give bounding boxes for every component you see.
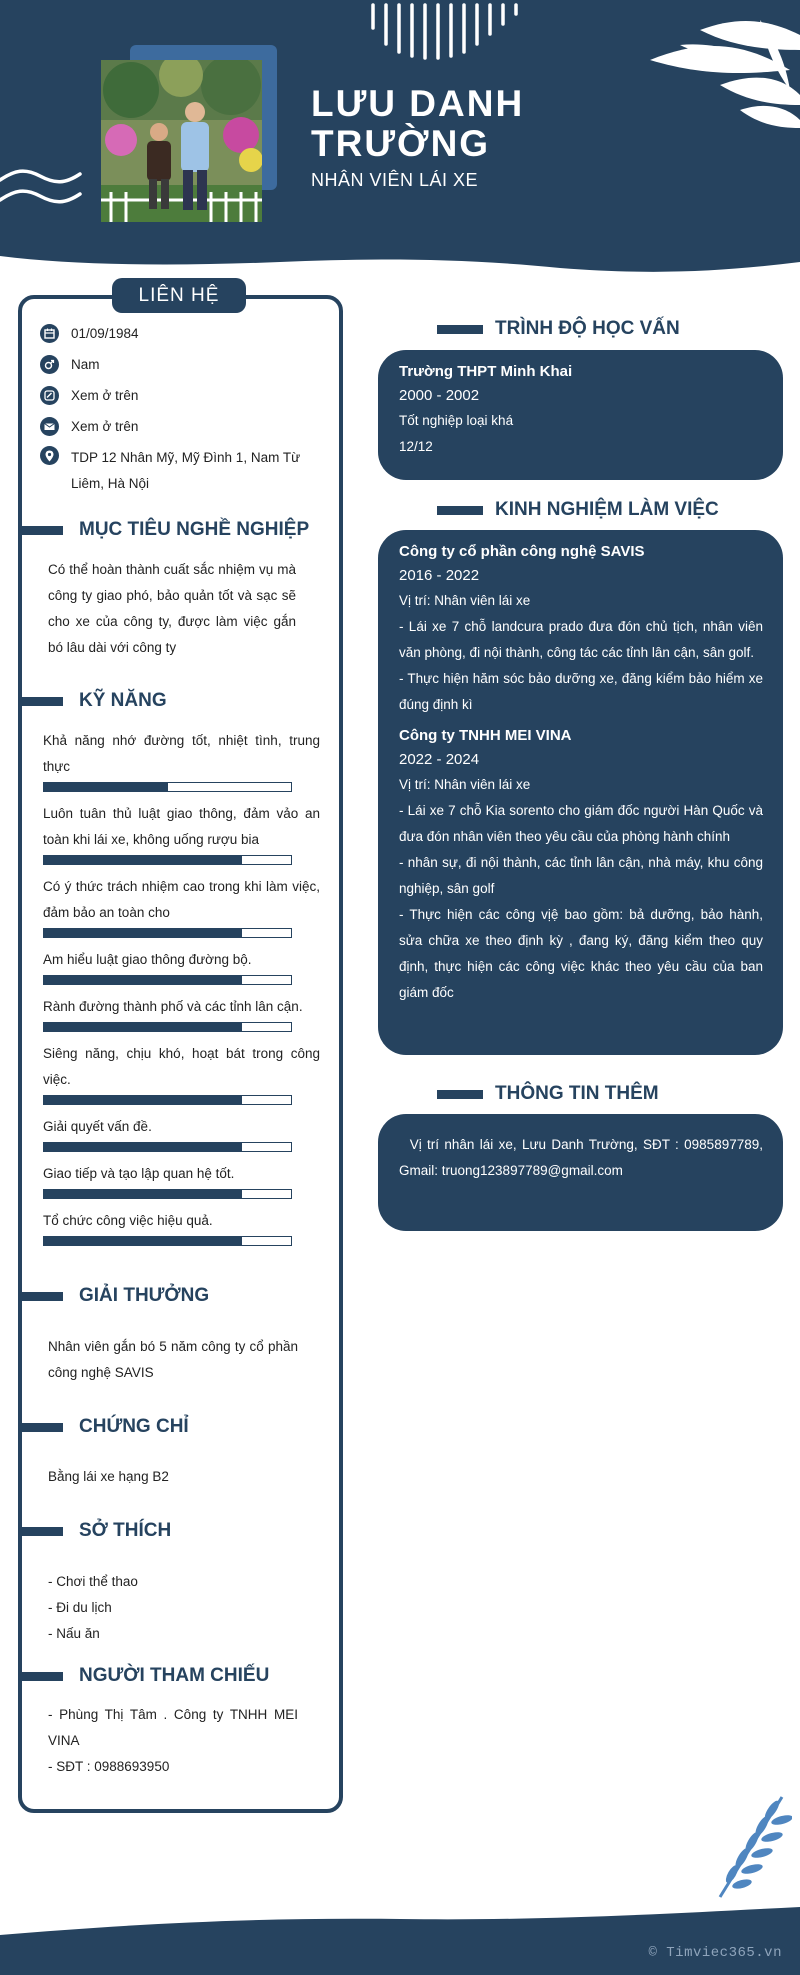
job-line: - Lái xe 7 chỗ Kia sorento cho giám đốc người Hàn Quốc và đưa đón nhân viên theo yêu cầu của phòng hành chính xyxy=(399,803,763,844)
experience-card xyxy=(378,530,783,1055)
section-bar xyxy=(437,325,483,334)
skill-bar xyxy=(43,1142,292,1152)
email-icon xyxy=(40,417,59,436)
job-line: - Thực hiện các công vịệ bao gồm: bả dưỡng, bảo hành, sửa chữa xe theo định kỳ , đang ký, đăng kiểm theo quy định, thực hiện các công việc khác theo yêu cầu của ban giám đốc xyxy=(399,907,763,1000)
education-period: 2000 - 2002 xyxy=(399,387,480,404)
skill-bar xyxy=(43,1022,292,1032)
additional-card xyxy=(378,1114,783,1231)
location-icon xyxy=(40,446,59,465)
skill-label: Am hiểu luật giao thông đường bộ. xyxy=(43,952,252,967)
certificates-heading xyxy=(18,1416,189,1438)
skill-bar-fill xyxy=(44,783,168,791)
section-bar xyxy=(18,1672,63,1681)
job-line: - Thực hiện hăm sóc bảo dưỡng xe, đăng kiểm bảo hiểm xe đúng định kì xyxy=(399,671,763,712)
additional-title: THÔNG TIN THÊM xyxy=(495,1083,659,1104)
additional-text: Vị trí nhân lái xe, Lưu Danh Trường, SĐT : 0985897789, Gmail: truong123897789@gmail.com xyxy=(399,1137,767,1178)
skill-bar-fill xyxy=(44,929,242,937)
skill-bar-fill xyxy=(44,1237,242,1245)
experience-heading xyxy=(437,499,719,521)
contact-gender-text: Nam xyxy=(71,357,100,372)
job-period: 2016 - 2022 xyxy=(399,567,480,584)
education-school: Trường THPT Minh Khai xyxy=(399,363,573,380)
skill-item xyxy=(43,947,320,985)
branch-decoration xyxy=(712,1792,792,1902)
skill-bar xyxy=(43,928,292,938)
skill-bar xyxy=(43,1236,292,1246)
gender-icon xyxy=(40,355,59,374)
contact-phone-text[interactable]: Xem ở trên xyxy=(71,388,139,403)
awards-heading xyxy=(18,1285,209,1307)
contact-address-text: TDP 12 Nhân Mỹ, Mỹ Đình 1, Nam Từ Liêm, Hà Nội xyxy=(71,450,301,491)
phone-icon xyxy=(40,386,59,405)
hobby-item: - Chơi thể thao xyxy=(48,1574,138,1589)
section-bar xyxy=(18,526,63,535)
hobbies-heading xyxy=(18,1520,171,1542)
skill-bar xyxy=(43,782,292,792)
contact-address xyxy=(40,445,321,497)
skill-bar-fill xyxy=(44,976,242,984)
skill-bar xyxy=(43,1095,292,1105)
skill-bar-fill xyxy=(44,1096,242,1104)
contact-phone xyxy=(40,385,321,407)
profile-photo xyxy=(101,60,262,222)
skill-bar xyxy=(43,975,292,985)
awards-title: GIẢI THƯỞNG xyxy=(79,1285,210,1306)
skill-label: Tổ chức công việc hiệu quả. xyxy=(43,1213,213,1228)
contact-birthday xyxy=(40,323,321,345)
section-bar xyxy=(18,1527,63,1536)
skill-bar-fill xyxy=(44,1190,242,1198)
hobby-item: - Đi du lịch xyxy=(48,1600,112,1615)
objective-heading xyxy=(18,519,309,541)
skills-heading xyxy=(18,690,167,712)
reference-line: - Phùng Thị Tâm . Công ty TNHH MEI VINA xyxy=(48,1707,298,1748)
job-company: Công ty cổ phần công nghệ SAVIS xyxy=(399,543,645,560)
section-bar xyxy=(18,1292,63,1301)
certificates-title: CHỨNG CHỈ xyxy=(79,1416,189,1437)
section-bar xyxy=(437,506,483,515)
hobby-item: - Nấu ăn xyxy=(48,1626,100,1641)
section-bar xyxy=(18,1423,63,1432)
skill-item xyxy=(43,1161,320,1199)
job-line: - nhân sự, đi nội thành, các tỉnh lân cận, nhà máy, khu công nghiệp, sân golf xyxy=(399,855,763,896)
skill-bar xyxy=(43,1189,292,1199)
skill-label: Có ý thức trách nhiệm cao trong khi làm việc, đảm bảo an toàn cho xyxy=(43,879,320,920)
skills-title: KỸ NĂNG xyxy=(79,690,167,711)
awards-text: Nhân viên gắn bó 5 năm công ty cổ phần công nghệ SAVIS xyxy=(48,1339,298,1380)
skill-item xyxy=(43,1114,320,1152)
section-bar xyxy=(437,1090,483,1099)
skill-item xyxy=(43,801,320,865)
job-line: Vị trí: Nhân viên lái xe xyxy=(399,593,531,608)
hobbies-title: SỞ THÍCH xyxy=(79,1520,172,1541)
footer-watermark[interactable]: © Timviec365.vn xyxy=(648,1945,782,1961)
education-card xyxy=(378,350,783,480)
header-banner xyxy=(0,0,800,285)
section-bar xyxy=(18,697,63,706)
skill-item xyxy=(43,1208,320,1246)
calendar-icon xyxy=(40,324,59,343)
additional-heading xyxy=(437,1083,659,1105)
education-line: 12/12 xyxy=(399,439,433,454)
skill-label: Luôn tuân thủ luật giao thông, đảm vảo an toàn khi lái xe, không uống rượu bia xyxy=(43,806,320,847)
candidate-job-title: NHÂN VIÊN LÁI XE xyxy=(311,170,479,190)
job-line: Vị trí: Nhân viên lái xe xyxy=(399,777,531,792)
skill-bar xyxy=(43,855,292,865)
skill-label: Siêng năng, chịu khó, hoạt bát trong công việc. xyxy=(43,1046,320,1087)
job-company: Công ty TNHH MEI VINA xyxy=(399,727,572,744)
education-heading xyxy=(437,318,680,340)
skill-item xyxy=(43,994,320,1032)
skill-item xyxy=(43,1041,320,1105)
footer-background xyxy=(0,1905,800,1975)
reference-line: - SĐT : 0988693950 xyxy=(48,1759,170,1774)
skill-label: Khả năng nhớ đường tốt, nhiệt tình, trung thực xyxy=(43,733,320,774)
job-period: 2022 - 2024 xyxy=(399,751,480,768)
skill-label: Giải quyết vấn đề. xyxy=(43,1119,152,1134)
certificates-text: Bằng lái xe hạng B2 xyxy=(48,1469,169,1484)
skill-label: Rành đường thành phố và các tỉnh lân cận. xyxy=(43,999,303,1014)
skill-label: Giao tiếp và tạo lập quan hệ tốt. xyxy=(43,1166,235,1181)
references-title: NGƯỜI THAM CHIẾU xyxy=(79,1665,270,1686)
skill-item xyxy=(43,874,320,938)
references-heading xyxy=(18,1665,269,1687)
education-title: TRÌNH ĐỘ HỌC VẤN xyxy=(495,318,680,339)
contact-email xyxy=(40,416,321,438)
contact-birthday-text: 01/09/1984 xyxy=(71,326,139,341)
education-line: Tốt nghiệp loại khá xyxy=(399,413,514,428)
skill-bar-fill xyxy=(44,1023,242,1031)
skill-item xyxy=(43,728,320,792)
job-line: - Lái xe 7 chỗ landcura prado đưa đón chủ tịch, nhân viên văn phòng, đi nội thành, công tác các tỉnh lân cận, sân golf. xyxy=(399,619,763,660)
skill-bar-fill xyxy=(44,1143,242,1151)
contact-gender xyxy=(40,354,321,376)
skill-bar-fill xyxy=(44,856,242,864)
contact-heading: LIÊN HỆ xyxy=(112,278,246,313)
candidate-name: LƯU DANH TRƯỜNG xyxy=(311,83,525,164)
contact-email-text[interactable]: Xem ở trên xyxy=(71,419,139,434)
objective-text: Có thể hoàn thành cuất sắc nhiệm vụ mà công ty giao phó, bảo quản tốt và sạc sẽ cho xe của công ty, được làm việc gắn bó lâu dài với công ty xyxy=(48,562,296,655)
objective-title: MỤC TIÊU NGHỀ NGHIỆP xyxy=(79,519,310,540)
experience-title: KINH NGHIỆM LÀM VIỆC xyxy=(495,499,719,520)
